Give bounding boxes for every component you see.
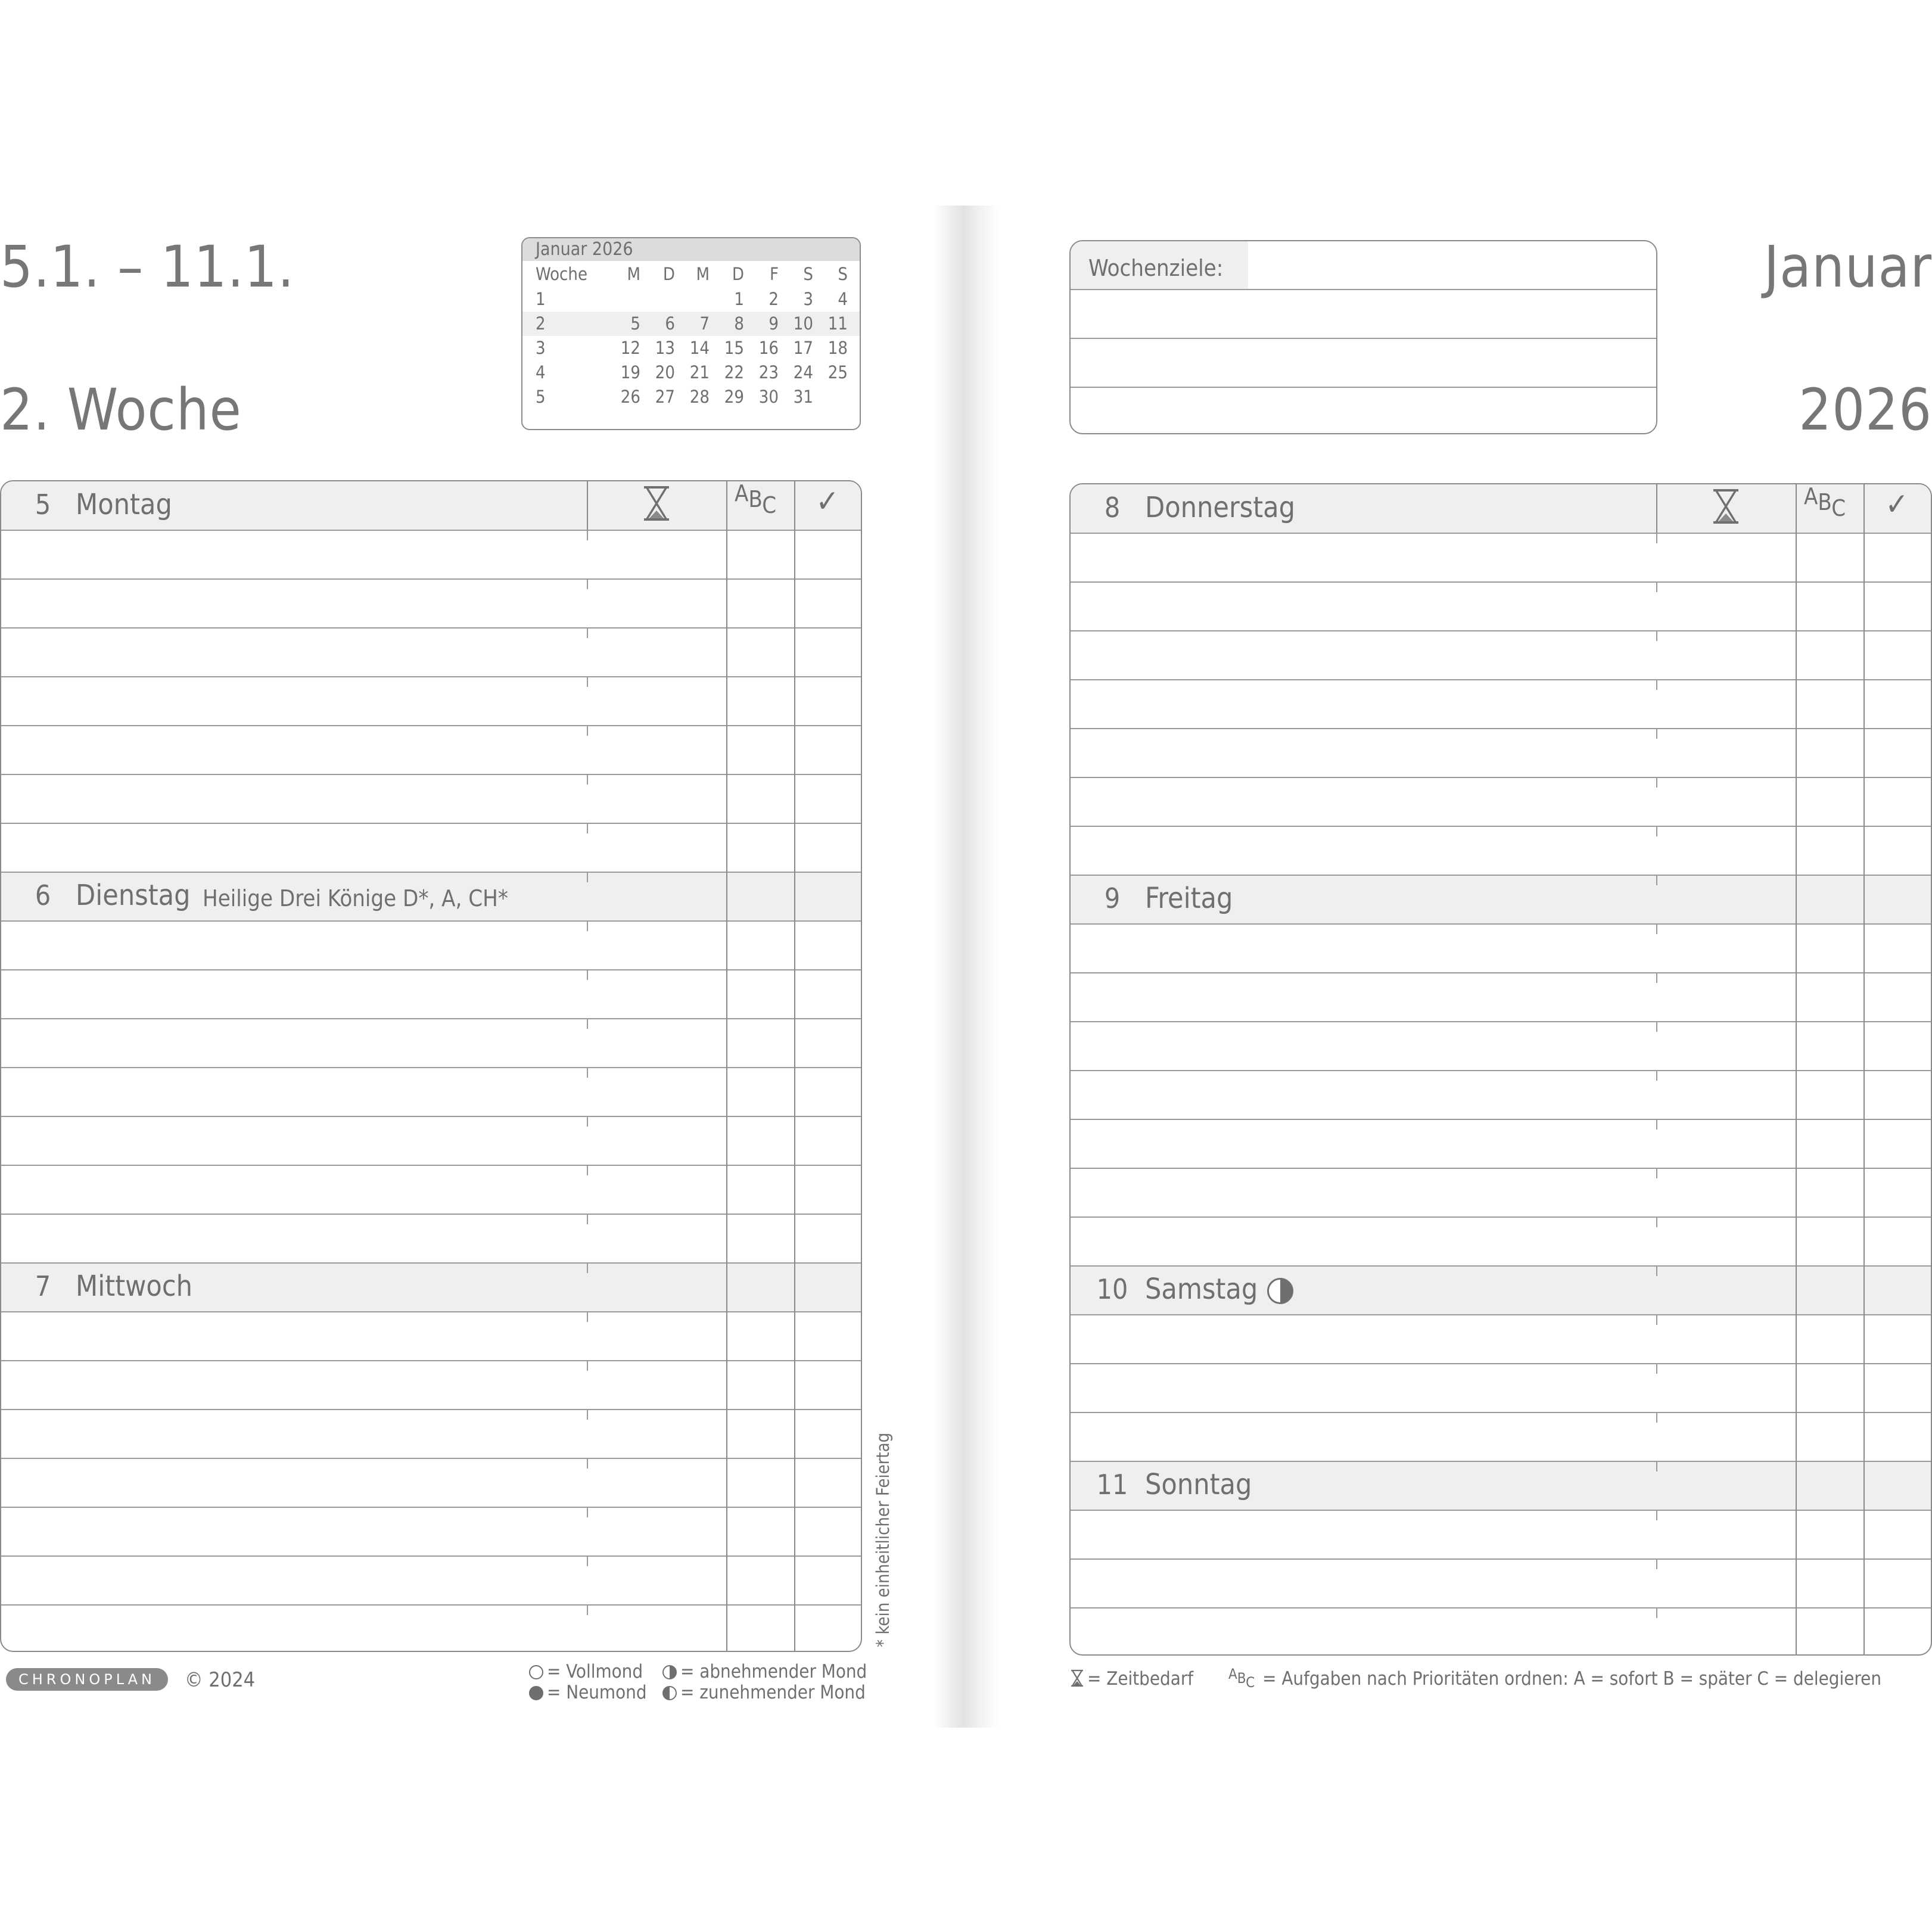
- abc-letter: A: [735, 480, 749, 506]
- full-moon-icon: [529, 1665, 543, 1679]
- writing-line: [1, 1507, 861, 1508]
- writing-line: [1071, 1168, 1931, 1169]
- abc-letter: C: [1246, 1674, 1255, 1691]
- mini-calendar-day: 26: [620, 387, 640, 407]
- hourglass-icon: [1069, 1669, 1085, 1692]
- weekly-goals-box: [1069, 240, 1657, 434]
- moon-legend-waxing: [662, 1682, 866, 1703]
- time-column-tick: [587, 1165, 588, 1175]
- mini-calendar-week-row: [522, 287, 860, 312]
- day-name: Freitag: [1145, 882, 1233, 915]
- priority-legend-text: = Aufgaben nach Prioritäten ordnen: A = sofort B = später C = delegieren: [1262, 1668, 1882, 1690]
- time-column-tick: [587, 920, 588, 931]
- writing-line: [1, 676, 861, 677]
- time-column-tick: [1656, 1021, 1657, 1032]
- time-column-tick: [587, 1018, 588, 1029]
- hourglass-icon: [1656, 489, 1796, 527]
- writing-line: [1071, 1363, 1931, 1364]
- mini-calendar-header-week: Woche: [536, 264, 587, 284]
- chronoplan-logo: CHRONOPLAN: [6, 1668, 168, 1691]
- time-column-tick: [587, 1507, 588, 1517]
- holiday-footnote: * kein einheitlicher Feiertag: [873, 1432, 893, 1647]
- time-column-tick: [1656, 679, 1657, 690]
- writing-line: [1, 725, 861, 726]
- mini-calendar-week-number: 2: [536, 313, 546, 334]
- writing-line: [1071, 581, 1931, 583]
- day-name: Montag: [76, 488, 172, 521]
- mini-calendar-day: 20: [655, 362, 675, 382]
- waning-moon-icon: [1267, 1278, 1293, 1304]
- mini-calendar-week-row: [522, 312, 860, 336]
- mini-calendar-week-number: 4: [536, 362, 546, 382]
- mini-calendar-day: 11: [827, 313, 848, 334]
- time-column-tick: [587, 1116, 588, 1127]
- time-column-tick: [587, 1604, 588, 1615]
- time-column-tick: [1656, 630, 1657, 641]
- new-moon-icon: [529, 1686, 543, 1700]
- writing-line: [1, 578, 861, 580]
- writing-line: [1, 1165, 861, 1166]
- time-column-tick: [1656, 1510, 1657, 1520]
- moon-legend-waning-text: = abnehmender Mond: [680, 1661, 867, 1682]
- mini-calendar-week-row: [522, 336, 860, 360]
- day-number: 8: [1104, 491, 1121, 524]
- writing-line: [1071, 630, 1931, 631]
- writing-line: [1, 969, 861, 970]
- writing-line: [1071, 533, 1931, 534]
- mini-calendar-header-day: F: [769, 264, 779, 284]
- time-column-tick: [587, 872, 588, 882]
- abc-letter: C: [1831, 495, 1846, 521]
- checkmark-icon: ✓: [1885, 487, 1909, 522]
- abc-priority-icon: [735, 480, 777, 518]
- writing-line: [1071, 1070, 1931, 1071]
- abc-priority-icon: [1804, 483, 1846, 521]
- goal-line: [1071, 387, 1656, 388]
- mini-calendar-day: 31: [793, 387, 813, 407]
- writing-line: [1071, 1510, 1931, 1511]
- mini-calendar-day: 17: [793, 338, 813, 358]
- writing-line: [1071, 777, 1931, 778]
- writing-line: [1, 1262, 861, 1264]
- writing-line: [1071, 1314, 1931, 1315]
- day-number: 9: [1104, 882, 1121, 914]
- column-divider: [1796, 484, 1797, 1654]
- day-name: Mittwoch: [76, 1270, 192, 1303]
- time-column-tick: [1656, 1558, 1657, 1569]
- writing-line: [1, 1311, 861, 1312]
- mini-calendar-day: 12: [620, 338, 640, 358]
- time-column-tick: [1656, 1168, 1657, 1178]
- writing-line: [1, 1409, 861, 1410]
- time-column-tick: [1656, 777, 1657, 788]
- hourglass-icon: [587, 486, 726, 524]
- mini-calendar-day: 13: [655, 338, 675, 358]
- mini-calendar-header-day: D: [732, 264, 744, 284]
- writing-line: [1, 920, 861, 922]
- column-divider: [794, 481, 795, 1651]
- date-range: 5.1. – 11.1.: [0, 234, 295, 300]
- time-column-tick: [587, 823, 588, 833]
- day-number: 5: [35, 489, 51, 521]
- day-number: 11: [1096, 1469, 1128, 1501]
- writing-line: [1, 1067, 861, 1068]
- abc-letter: A: [1804, 483, 1818, 509]
- mini-calendar-header-day: D: [662, 264, 675, 284]
- mini-calendar-day: 22: [724, 362, 744, 382]
- mini-calendar-week-row: [522, 385, 860, 409]
- time-column-tick: [1656, 875, 1657, 885]
- writing-line: [1071, 1217, 1931, 1218]
- time-legend: [1069, 1668, 1193, 1692]
- time-column-tick: [1656, 972, 1657, 983]
- mini-calendar-header-day: S: [803, 264, 813, 284]
- writing-line: [1071, 1607, 1931, 1609]
- writing-line: [1, 1360, 861, 1361]
- copyright: © 2024: [185, 1668, 256, 1692]
- abc-letter: B: [748, 486, 763, 512]
- mini-calendar-day: 7: [699, 313, 710, 334]
- time-column-tick: [587, 1555, 588, 1566]
- time-column-tick: [587, 1360, 588, 1371]
- writing-line: [1071, 1021, 1931, 1022]
- writing-line: [1071, 1558, 1931, 1560]
- day-number: 10: [1096, 1273, 1128, 1305]
- mini-calendar-week-row: [522, 360, 860, 385]
- abc-letter: C: [762, 492, 777, 518]
- year-title: 2026: [1799, 377, 1932, 443]
- time-legend-text: = Zeitbedarf: [1087, 1668, 1194, 1690]
- time-column-tick: [1656, 1217, 1657, 1227]
- month-title: Januar: [1763, 234, 1932, 300]
- holiday-note: Heilige Drei Könige D*, A, CH*: [203, 885, 508, 911]
- time-column-tick: [1656, 533, 1657, 543]
- time-column-tick: [1656, 1119, 1657, 1130]
- mini-calendar-day: 25: [827, 362, 848, 382]
- writing-line: [1071, 1265, 1931, 1267]
- checkmark-icon: ✓: [816, 484, 839, 519]
- writing-line: [1, 1116, 861, 1117]
- book-gutter: [934, 206, 1000, 1728]
- time-column-tick: [587, 578, 588, 589]
- time-column-tick: [587, 1311, 588, 1322]
- mini-calendar-day: 30: [758, 387, 779, 407]
- time-column-tick: [587, 1458, 588, 1469]
- writing-line: [1071, 826, 1931, 827]
- time-column-tick: [1656, 581, 1657, 592]
- time-column-tick: [1656, 1314, 1657, 1325]
- mini-calendar-day: 28: [689, 387, 710, 407]
- abc-letter: B: [1237, 1670, 1246, 1687]
- writing-line: [1071, 972, 1931, 973]
- time-column-tick: [1656, 1363, 1657, 1374]
- day-planner-left: [0, 480, 862, 1652]
- time-column-tick: [587, 969, 588, 980]
- time-column-tick: [587, 1214, 588, 1224]
- mini-calendar-day: 14: [689, 338, 710, 358]
- moon-legend-new-text: = Neumond: [547, 1682, 647, 1703]
- writing-line: [1071, 679, 1931, 680]
- column-divider: [726, 481, 727, 1651]
- writing-line: [1, 872, 861, 873]
- moon-legend-full-text: = Vollmond: [547, 1661, 643, 1682]
- writing-line: [1, 1604, 861, 1606]
- waning-moon-icon: [662, 1665, 677, 1679]
- time-column-tick: [1656, 1265, 1657, 1276]
- time-column-tick: [1656, 1461, 1657, 1471]
- priority-legend: [1228, 1668, 1881, 1690]
- mini-calendar-header-day: M: [696, 264, 710, 284]
- day-planner-right: [1069, 483, 1932, 1656]
- mini-calendar-day: 29: [724, 387, 744, 407]
- mini-calendar-header-day: M: [627, 264, 640, 284]
- writing-line: [1, 1018, 861, 1019]
- mini-calendar-day: 3: [803, 289, 813, 309]
- mini-calendar-day: 27: [655, 387, 675, 407]
- mini-calendar-day: 16: [758, 338, 779, 358]
- time-column-tick: [587, 676, 588, 687]
- writing-line: [1071, 728, 1931, 729]
- abc-priority-icon: [1228, 1666, 1259, 1691]
- time-column-tick: [1656, 923, 1657, 934]
- mini-calendar-day: 8: [734, 313, 744, 334]
- writing-line: [1, 1458, 861, 1459]
- column-divider: [1863, 484, 1865, 1654]
- time-column-tick: [1656, 1070, 1657, 1081]
- mini-calendar-day: 9: [769, 313, 779, 334]
- mini-calendar-day: 2: [769, 289, 779, 309]
- mini-calendar-week-number: 5: [536, 387, 546, 407]
- mini-calendar-day: 5: [630, 313, 640, 334]
- day-name: Dienstag: [76, 879, 191, 912]
- writing-line: [1071, 1461, 1931, 1462]
- writing-line: [1071, 1119, 1931, 1120]
- mini-calendar-day: 21: [689, 362, 710, 382]
- moon-legend-waxing-text: = zunehmender Mond: [680, 1682, 866, 1703]
- day-name: Donnerstag: [1145, 491, 1296, 524]
- goal-line: [1071, 289, 1656, 290]
- moon-legend-full: [529, 1661, 643, 1682]
- moon-legend-waning: [662, 1661, 867, 1682]
- time-column-tick: [587, 1262, 588, 1273]
- writing-line: [1, 823, 861, 824]
- day-number: 7: [35, 1270, 51, 1302]
- time-column-tick: [1656, 1607, 1657, 1618]
- time-column-tick: [1656, 1412, 1657, 1423]
- mini-calendar-day: 6: [665, 313, 675, 334]
- week-label: 2. Woche: [0, 377, 242, 443]
- mini-calendar-day: 15: [724, 338, 744, 358]
- mini-calendar-day: 10: [793, 313, 813, 334]
- time-column-tick: [587, 627, 588, 638]
- abc-letter: B: [1818, 489, 1832, 515]
- day-number: 6: [35, 879, 51, 911]
- mini-calendar-title: Januar 2026: [522, 238, 860, 261]
- time-column-tick: [587, 1067, 588, 1078]
- day-name: Samstag: [1145, 1273, 1258, 1306]
- writing-line: [1071, 1412, 1931, 1413]
- time-column-tick: [587, 774, 588, 785]
- mini-calendar-week-number: 3: [536, 338, 546, 358]
- abc-letter: A: [1228, 1666, 1237, 1682]
- moon-legend-new: [529, 1682, 647, 1703]
- writing-line: [1, 627, 861, 629]
- writing-line: [1, 1214, 861, 1215]
- writing-line: [1, 530, 861, 531]
- time-column-tick: [1656, 826, 1657, 836]
- time-column-tick: [587, 530, 588, 540]
- waxing-moon-icon: [662, 1686, 677, 1700]
- time-column-tick: [587, 1409, 588, 1420]
- mini-calendar-day: 24: [793, 362, 813, 382]
- mini-calendar-header-day: S: [838, 264, 848, 284]
- day-name: Sonntag: [1145, 1468, 1252, 1501]
- mini-calendar: [521, 237, 861, 430]
- mini-calendar-day: 19: [620, 362, 640, 382]
- time-column-tick: [587, 725, 588, 736]
- mini-calendar-header: [522, 261, 860, 287]
- writing-line: [1, 1555, 861, 1557]
- writing-line: [1071, 923, 1931, 925]
- writing-line: [1071, 875, 1931, 876]
- weekly-goals-label: Wochenziele:: [1071, 241, 1248, 289]
- time-column-tick: [1656, 728, 1657, 739]
- mini-calendar-day: 4: [838, 289, 848, 309]
- mini-calendar-day: 23: [758, 362, 779, 382]
- mini-calendar-week-number: 1: [536, 289, 546, 309]
- writing-line: [1, 774, 861, 775]
- goal-line: [1071, 338, 1656, 339]
- mini-calendar-day: 1: [734, 289, 744, 309]
- mini-calendar-day: 18: [827, 338, 848, 358]
